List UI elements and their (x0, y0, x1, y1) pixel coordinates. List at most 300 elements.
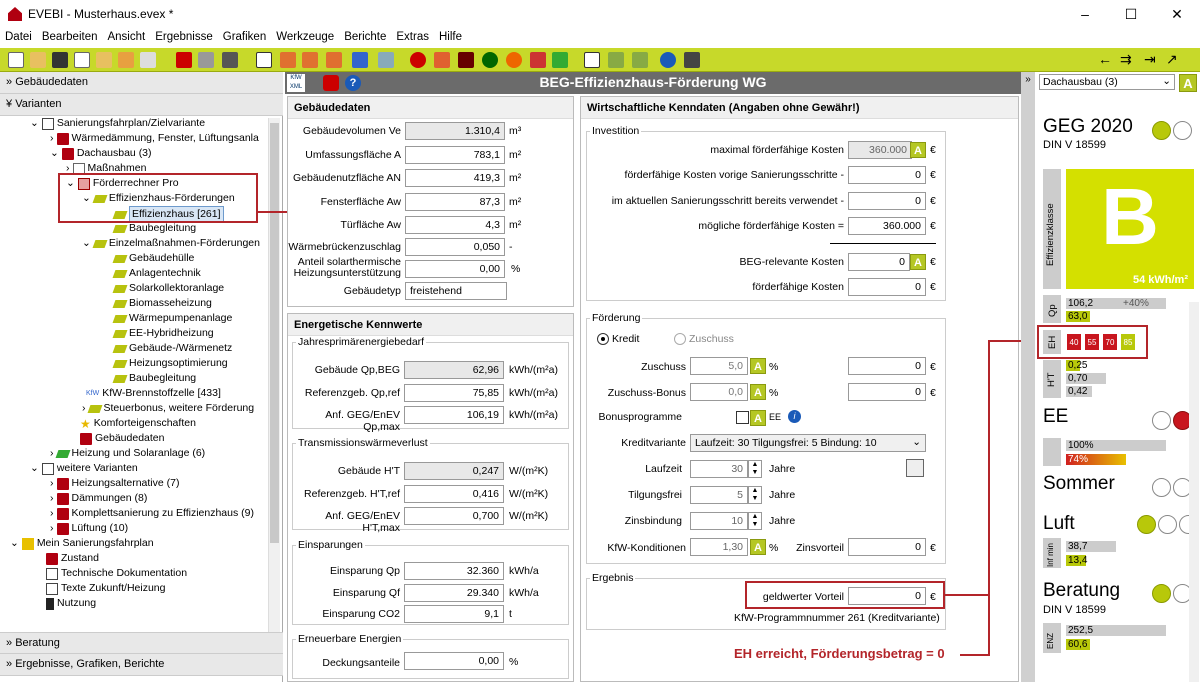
unit: € (930, 281, 936, 293)
section-gebaeudedaten[interactable]: » Gebäudedaten (0, 72, 283, 94)
open-folder-icon[interactable] (30, 52, 46, 68)
group-title: Jahresprimärenergiebedarf (298, 336, 425, 348)
copy-icon[interactable] (74, 52, 90, 68)
auto-badge[interactable]: A (910, 254, 926, 270)
section-label: Ergebnisse, Grafiken, Berichte (15, 658, 165, 670)
field-label: förderfähige Kosten (752, 281, 844, 293)
infmin-label: Inf min (1046, 542, 1055, 567)
kredit-radio[interactable] (597, 333, 609, 345)
scrollbar-thumb[interactable] (270, 123, 279, 543)
ht-bar (1066, 386, 1092, 397)
back-arrow-icon[interactable]: ← (1098, 51, 1112, 67)
variant-select[interactable] (1039, 74, 1175, 90)
field-label: Kreditvariante (621, 437, 686, 449)
inf-bar (1066, 541, 1116, 552)
energy-value: 54 kWh/m² (1132, 274, 1188, 286)
tree-label: weitere Varianten (56, 462, 138, 474)
field-label: Referenzgeb. Qp,ref (304, 387, 400, 399)
einsparung-qp-field[interactable]: 32.360 (404, 562, 504, 580)
table-icon (46, 568, 58, 580)
tree-label: Effizienzhaus [261] (129, 206, 224, 223)
bar-value: 63,0 (1068, 311, 1088, 322)
tree-item[interactable] (114, 341, 232, 356)
tree-label: Anlagentechnik (129, 267, 201, 279)
tuerflaeche-field[interactable]: 4,3 (405, 216, 505, 234)
din-label: DIN V 18599 (1043, 139, 1106, 151)
unit: € (930, 144, 936, 156)
qp-ref-field[interactable]: 75,85 (404, 384, 504, 402)
tree-item[interactable] (80, 431, 164, 446)
menu-berichte[interactable]: Berichte (344, 31, 387, 43)
fire-icon[interactable] (434, 52, 450, 68)
sun-icon[interactable] (506, 52, 522, 68)
group-title: Transmissionswärmeverlust (298, 437, 428, 449)
bar-value: 74% (1068, 454, 1089, 465)
bar-value: 0,25 (1068, 360, 1088, 371)
tree-item[interactable]: ⌄ Förderrechner Pro (66, 177, 179, 189)
unit: % (509, 656, 519, 668)
menu-extras[interactable]: Extras (396, 31, 429, 43)
zuschuss-pct-field[interactable]: 5,0 (690, 357, 748, 375)
leaf-icon (113, 255, 128, 263)
tree-label: Dachausbau (3) (76, 147, 152, 159)
bar-value: 106,2 (1068, 298, 1094, 309)
redo-icon[interactable] (198, 52, 214, 68)
beg-kosten-field[interactable]: 0 (848, 253, 910, 271)
menu-bearbeiten[interactable]: Bearbeiten (41, 31, 98, 43)
vorige-kosten-field[interactable]: 0 (848, 166, 926, 184)
tree-scrollbar[interactable] (268, 118, 280, 633)
unit: € (930, 220, 936, 232)
tree-item[interactable] (46, 596, 96, 611)
fensterflaeche-field[interactable]: 87,3 (405, 193, 505, 211)
help-icon[interactable] (660, 52, 676, 68)
person-icon (46, 598, 54, 610)
toolbar (0, 48, 1200, 72)
maximize-button[interactable]: ☐ (1124, 6, 1138, 22)
leaf-icon (113, 330, 128, 338)
tree-item[interactable] (114, 296, 212, 311)
panel-title: Gebäudedaten (288, 97, 573, 119)
zinsvorteil-field[interactable]: 0 (848, 538, 926, 556)
auto-badge[interactable]: A (750, 358, 766, 374)
unit: t (509, 608, 512, 620)
tree-item[interactable]: › Maßnahmen (66, 162, 147, 174)
status-circle (1152, 478, 1171, 497)
tree-label: Gebäudehülle (129, 252, 195, 264)
calculator-icon[interactable] (906, 459, 924, 477)
field-label: Fensterfläche Aw (320, 196, 401, 208)
house-icon (57, 478, 69, 490)
programm-text: KfW-Programmnummer 261 (Kreditvariante) (734, 612, 940, 624)
field-label: Türfläche Aw (340, 219, 401, 231)
wand-icon[interactable] (222, 52, 238, 68)
title-bar (0, 0, 1200, 28)
tree-item[interactable] (114, 356, 228, 371)
close-button[interactable]: ✕ (1171, 6, 1183, 22)
solaranteil-field[interactable]: 0,00 (405, 260, 505, 278)
eh-label: EH (1047, 335, 1058, 349)
unit: € (930, 195, 936, 207)
annotation-line (945, 594, 990, 596)
tree-label: Baubegleitung (129, 372, 197, 384)
geldwerter-vorteil-field[interactable]: 0 (848, 587, 926, 605)
unit: % (769, 387, 779, 399)
ee-bar (1066, 440, 1166, 451)
leaf-icon (113, 285, 128, 293)
field-label: Bonusprogramme (598, 411, 682, 423)
tree-item[interactable]: ⌄ weitere Varianten (30, 462, 138, 474)
field-label: Umfassungsfläche A (305, 149, 401, 161)
tree-label: Steuerbonus, weitere Förderung (103, 402, 255, 414)
right-collapse-strip[interactable]: » (1021, 72, 1035, 682)
unit: Jahre (769, 515, 796, 527)
geg-title: GEG 2020 (1043, 116, 1133, 137)
ht-max-field[interactable]: 0,700 (404, 507, 504, 525)
section-varianten[interactable]: ¥ Varianten (0, 94, 283, 116)
tree-item[interactable] (80, 416, 196, 431)
unit: Jahre (769, 463, 796, 475)
unit: kWh/a (509, 587, 539, 599)
nutzflaeche-field[interactable]: 419,3 (405, 169, 505, 187)
section-ergebnisse[interactable]: » Ergebnisse, Grafiken, Berichte (0, 654, 283, 676)
tree-item[interactable]: ⌄ Sanierungsfahrplan/Zielvariante (30, 117, 206, 129)
max-kosten-field[interactable]: 360.000 (848, 141, 912, 159)
zinsbindung-field[interactable]: 10 (690, 512, 748, 530)
info-icon[interactable]: i (788, 410, 801, 423)
tree-label: Heizungsoptimierung (129, 357, 228, 369)
calc-icon[interactable] (280, 52, 296, 68)
field-label: Tilgungsfrei (628, 489, 682, 501)
minimize-button[interactable]: – (1081, 6, 1089, 22)
ee-title: EE (1043, 406, 1069, 427)
unit: % (769, 361, 779, 373)
leaf-icon (113, 300, 128, 308)
zuschuss-radio[interactable] (674, 333, 686, 345)
leaf-icon (113, 315, 128, 323)
gebaeudevolumen-field[interactable]: 1.310,4 (405, 122, 505, 140)
unit: - (509, 241, 513, 253)
app-icon (8, 7, 22, 21)
deckungsanteile-field[interactable]: 0,00 (404, 652, 504, 670)
unit: % (511, 263, 521, 275)
leaf-icon (87, 405, 102, 413)
menu-bar (0, 28, 1200, 48)
field-label: Gebäude Qp,BEG (314, 364, 400, 376)
beratung-title: Beratung (1043, 580, 1121, 601)
leaf-icon (113, 360, 128, 368)
chart-icon[interactable] (326, 52, 342, 68)
ee-checkbox[interactable] (736, 411, 749, 424)
tilgungsfrei-field[interactable]: 5 (690, 486, 748, 504)
tree-item[interactable] (114, 281, 224, 296)
house-icon (57, 508, 69, 520)
export-icon[interactable] (118, 52, 134, 68)
ee-bar (1066, 454, 1126, 465)
umfassungsflaeche-field[interactable]: 783,1 (405, 146, 505, 164)
tree-item[interactable] (114, 251, 194, 266)
right-scrollbar[interactable] (1189, 302, 1199, 682)
field-label: Laufzeit (645, 463, 682, 475)
effizienzklasse-label: Effizienzklasse (1045, 203, 1056, 266)
home2-icon[interactable] (632, 52, 648, 68)
unit: m³ (509, 125, 522, 137)
sigma-icon[interactable] (352, 52, 368, 68)
expand-icon[interactable]: ↗ (1166, 51, 1178, 67)
unit: € (930, 256, 936, 268)
tree-item[interactable] (114, 371, 196, 386)
heat-icon[interactable] (458, 52, 474, 68)
auto-badge[interactable]: A (910, 142, 926, 158)
verwendet-field[interactable]: 0 (848, 192, 926, 210)
tree-item[interactable] (114, 266, 201, 281)
gebaeudetyp-field[interactable]: freistehend (405, 282, 507, 300)
bar-value: 100% (1068, 440, 1094, 451)
unit: € (930, 169, 936, 181)
tree-item[interactable]: › Steuerbonus, weitere Förderung (82, 402, 255, 414)
building-icon[interactable] (378, 52, 394, 68)
tree-label: Komplettsanierung zu Effizienzhaus (9) (71, 507, 254, 519)
unit: kWh/a (509, 565, 539, 577)
menu-grafiken[interactable]: Grafiken (222, 31, 267, 43)
radio-label: Zuschuss (689, 333, 734, 345)
import-icon[interactable] (96, 52, 112, 68)
list2-icon[interactable] (608, 52, 624, 68)
field-label: Anf. GEG/EnEV Qp,max (325, 409, 400, 433)
map-icon[interactable] (410, 52, 426, 68)
field-label: Zinsvorteil (796, 542, 844, 554)
tree-item[interactable]: › Wärmedämmung, Fenster, Lüftungsanla (50, 132, 259, 144)
sommer-title: Sommer (1043, 473, 1115, 494)
ht-bar (1066, 373, 1106, 384)
tree-item[interactable] (46, 566, 187, 581)
tree-item[interactable]: ⌄ Mein Sanierungsfahrplan (10, 537, 154, 549)
field-label: Zinsbindung (624, 515, 682, 527)
section-label: Beratung (15, 637, 60, 649)
tree-label: Zustand (61, 552, 99, 564)
qp-max-field[interactable]: 106,19 (404, 406, 504, 424)
eh-step: 40 (1066, 333, 1082, 351)
table-icon (46, 583, 58, 595)
tree-label: Dämmungen (8) (71, 492, 148, 504)
select-value: Laufzeit: 30 Tilgungsfrei: 5 Bindung: 10 (695, 437, 877, 449)
laufzeit-spinner[interactable]: ▲ ▼ (748, 460, 762, 478)
menu-ergebnisse[interactable]: Ergebnisse (155, 31, 213, 43)
page-title: BEG-Effizienzhaus-Förderung WG (539, 74, 767, 90)
field-label: KfW-Konditionen (607, 542, 686, 554)
tree-item[interactable]: ⌄ Dachausbau (3) (50, 147, 152, 159)
house-icon (57, 523, 69, 535)
radio-label: Kredit (612, 333, 640, 345)
list-icon[interactable] (584, 52, 600, 68)
unit: m² (509, 149, 522, 161)
foerderfaehige-kosten-field[interactable]: 0 (848, 278, 926, 296)
bar-value: 0,42 (1068, 386, 1088, 397)
calculator-icon[interactable] (684, 52, 700, 68)
label-bg (1043, 438, 1061, 466)
field-label: Gebäudetyp (343, 285, 401, 297)
unit: € (930, 591, 936, 603)
tree-label: Gebäudedaten (95, 432, 165, 444)
leaf-icon (113, 270, 128, 278)
star-icon: ★ (80, 416, 91, 431)
field-label: Referenzgeb. H'T,ref (304, 488, 400, 500)
tree-label: Nutzung (57, 597, 97, 609)
kfw-xml-button[interactable]: KfW XML (287, 74, 305, 92)
window-title: EVEBI - Musterhaus.evex * (28, 7, 174, 21)
tree-label: Komforteigenschaften (93, 417, 196, 429)
sum-divider (830, 243, 936, 244)
sum-icon[interactable] (302, 52, 318, 68)
tree-item[interactable]: ⌄ Einzelmaßnahmen-Förderungen (82, 237, 260, 249)
bonus-pct-field[interactable]: 0,0 (690, 383, 748, 401)
bonus-eur-field[interactable]: 0 (848, 383, 926, 401)
table-icon (42, 118, 54, 130)
table-icon (42, 463, 54, 475)
unit: kWh/(m²a) (509, 409, 558, 421)
menu-hilfe[interactable]: Hilfe (438, 31, 462, 43)
bar-value: 13,4 (1068, 555, 1088, 566)
tree-item[interactable] (114, 221, 196, 236)
chevron-down-icon: ⌄ (1162, 75, 1171, 87)
field-label: maximal förderfähige Kosten (710, 144, 844, 156)
tree-label: Baubegleitung (129, 222, 197, 234)
group-title: Erneuerbare Energien (298, 633, 402, 645)
leaf-icon (113, 375, 128, 383)
menu-ansicht[interactable]: Ansicht (107, 31, 146, 43)
unit: m² (509, 196, 522, 208)
field-label: Deckungsanteile (322, 657, 400, 669)
auto-badge[interactable]: A (1179, 74, 1197, 92)
undo-icon[interactable] (176, 52, 192, 68)
energy-class-box (1066, 169, 1194, 289)
unit: % (769, 542, 779, 554)
pin-arrow-icon[interactable]: ⇥ (1144, 51, 1156, 67)
leaf-icon (92, 240, 107, 248)
qp-percent: +40% (1123, 298, 1149, 309)
tilgung-spinner[interactable]: ▲ ▼ (748, 486, 762, 504)
new-file-icon[interactable] (8, 52, 24, 68)
tree-label: Biomasseheizung (129, 297, 212, 309)
einsparung-qf-field[interactable]: 29.340 (404, 584, 504, 602)
auto-badge[interactable]: A (750, 384, 766, 400)
field-label: Anteil solarthermische Heizungsunterstützung (293, 256, 401, 279)
field-label: Einsparung Qf (332, 587, 400, 599)
eh-step: 55 (1084, 333, 1100, 351)
left-panel (0, 72, 283, 682)
zins-spinner[interactable]: ▲ ▼ (748, 512, 762, 530)
status-circle (1152, 121, 1171, 140)
section-label: Gebäudedaten (15, 76, 88, 88)
house-icon[interactable] (552, 52, 568, 68)
dena-icon[interactable] (140, 52, 156, 68)
bar-value: 0,70 (1068, 373, 1088, 384)
moegliche-kosten-field[interactable]: 360.000 (848, 217, 926, 235)
tree-label: Texte Zukunft/Heizung (61, 582, 166, 594)
auto-badge[interactable]: A (750, 539, 766, 555)
field-label: Gebäude H'T (337, 465, 400, 477)
tree-item[interactable]: › Lüftung (10) (50, 522, 129, 534)
menu-datei[interactable]: Datei (5, 31, 32, 43)
qp-beg-field[interactable]: 62,96 (404, 361, 504, 379)
save-icon[interactable] (52, 52, 68, 68)
einsparung-co2-field[interactable]: 9,1 (404, 605, 504, 623)
tree-item[interactable]: › Dämmungen (8) (50, 492, 148, 504)
qp-label: Qp (1047, 304, 1058, 317)
eh-step: 70 (1102, 333, 1118, 351)
status-circle (1137, 515, 1156, 534)
menu-werkzeuge[interactable]: Werkzeuge (276, 31, 335, 43)
ht-field[interactable]: 0,247 (404, 462, 504, 480)
report-icon[interactable] (256, 52, 272, 68)
konditionen-field[interactable]: 1,30 (690, 538, 748, 556)
tree-item[interactable]: › Komplettsanierung zu Effizienzhaus (9) (50, 507, 254, 519)
tree-label: Mein Sanierungsfahrplan (36, 537, 154, 549)
unit: kWh/(m²a) (509, 387, 558, 399)
house-icon (80, 433, 92, 445)
field-label: Gebäudevolumen Ve (302, 125, 401, 137)
status-circle (1152, 584, 1171, 603)
tree-item[interactable]: › Heizungsalternative (7) (50, 477, 180, 489)
status-circle (1158, 515, 1177, 534)
right-panel (1035, 72, 1200, 682)
annotation-line (988, 340, 990, 656)
unit: € (930, 542, 936, 554)
waermebruecken-field[interactable]: 0,050 (405, 238, 505, 256)
din-label: DIN V 18599 (1043, 604, 1106, 616)
tree-item[interactable]: › Heizung und Solaranlage (6) (50, 447, 206, 459)
bar-value: 60,6 (1068, 639, 1088, 650)
leaf-icon (113, 225, 128, 233)
leaf-icon (113, 345, 128, 353)
panel-title: Wirtschaftliche Kenndaten (Angaben ohne Gewähr!) (581, 97, 1018, 119)
unit: kWh/(m²a) (509, 364, 558, 376)
unit: W/(m²K) (509, 510, 549, 522)
section-beratung[interactable]: » Beratung (0, 632, 283, 654)
field-label: BEG-relevante Kosten (739, 256, 844, 268)
fan-icon[interactable] (482, 52, 498, 68)
kreditvariante-select[interactable] (690, 434, 926, 452)
tree-item[interactable] (86, 386, 221, 401)
field-label: Wärmebrückenzuschlag (288, 241, 401, 253)
group-title: Ergebnis (592, 572, 634, 584)
tree-label: Heizung und Solaranlage (6) (71, 447, 206, 459)
field-label: Gebäudenutzfläche AN (293, 172, 401, 184)
enz-bar (1066, 639, 1090, 650)
kfw-icon: KfW (86, 390, 100, 397)
forward-arrow-icon[interactable]: ⇉ (1120, 51, 1132, 67)
tree-item[interactable]: ⌄ Effizienzhaus-Förderungen (82, 192, 235, 204)
tree-label: Technische Dokumentation (61, 567, 188, 579)
unit: W/(m²K) (509, 465, 549, 477)
tree-item[interactable] (46, 551, 99, 566)
field-label: Einsparung CO2 (322, 608, 400, 620)
laufzeit-field[interactable]: 30 (690, 460, 748, 478)
zuschuss-eur-field[interactable]: 0 (848, 357, 926, 375)
tree-item[interactable] (46, 581, 165, 596)
tree-label: Gebäude-/Wärmenetz (129, 342, 233, 354)
auto-badge[interactable]: A (750, 410, 766, 426)
help-icon[interactable]: ? (345, 75, 361, 91)
field-label: Einsparung Qp (329, 565, 400, 577)
tree-item[interactable] (114, 326, 214, 341)
power-icon[interactable] (530, 52, 546, 68)
eh-step-achieved: 85 (1120, 333, 1136, 351)
ht-ref-field[interactable]: 0,416 (404, 485, 504, 503)
tree-label: Lüftung (10) (71, 522, 129, 534)
tree-label: Wärmepumpenanlage (129, 312, 233, 324)
tree-item[interactable] (114, 311, 232, 326)
